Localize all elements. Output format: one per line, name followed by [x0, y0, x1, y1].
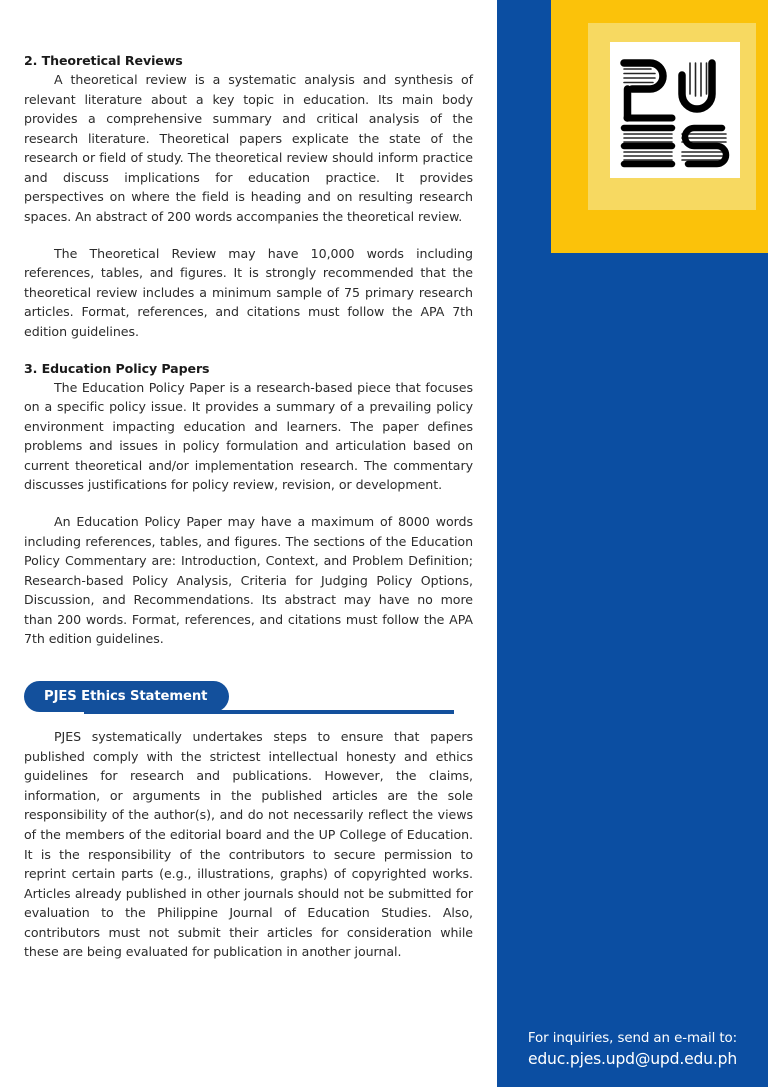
paragraph-theoretical-review-description: A theoretical review is a systematic analysis and synthesis of relevant literature about a key topic in education. Its main body provides a comprehensive summary and critical analysis of the research literature. Theoretical papers explicate the state of the research or field of study. The theoretical review should inform practice and discuss implications for education practice. It provides perspectives on where the field is heading and on resulting research spaces. An abstract of 200 words accompanies the theoretical review. — [24, 72, 473, 225]
sidebar-panel — [497, 0, 768, 1087]
footer-inquiry-label: For inquiries, send an e-mail to: — [527, 1030, 738, 1046]
section-heading-theoretical-reviews: 2. Theoretical Reviews — [24, 53, 183, 68]
logo-white-square — [610, 42, 740, 178]
footer-email-address[interactable]: educ.pjes.upd@upd.edu.ph — [527, 1050, 738, 1069]
pjes-monogram-icon — [610, 42, 740, 178]
logo-outer-yellow-square — [551, 0, 768, 253]
sidebar-footer — [497, 1029, 768, 1071]
paragraph-policy-paper-requirements: An Education Policy Paper may have a maximum of 8000 words including references, tables, and figures. The sections of the Education Policy Commentary are: Introduction, Context, and Problem Definition; Research-based Policy Analysis, Criteria for Judging Policy Options, Discussion, and Recommendations. Its abstract may have no more than 200 words. Format, references, and citations must follow the APA 7th edition guidelines. — [24, 513, 473, 647]
paragraph-theoretical-review-requirements: The Theoretical Review may have 10,000 words including references, tables, and figures. It is strongly recommended that the theoretical review includes a minimum sample of 75 primary research articles. Format, references, and citations must follow the APA 7th edition guidelines. — [24, 245, 473, 339]
ethics-statement-title: PJES Ethics Statement — [24, 681, 229, 712]
paragraph-policy-paper-description: The Education Policy Paper is a research-based piece that focuses on a specific policy issue. It provides a summary of a prevailing policy environment impacting education and learners. The paper defines problems and issues in policy formulation and articulation based on current theoretical and/or implementation research. The commentary discusses justifications for policy review, revision, or development. — [24, 379, 473, 493]
paragraph-ethics-statement: PJES systematically undertakes steps to ensure that papers published comply with the strictest intellectual honesty and ethics guidelines for research and publications. However, the claims, information, or arguments in the published articles are the sole responsibility of the author(s), and do not necessarily reflect the views of the members of the editorial board and the UP College of Education. It is the responsibility of the contributors to secure permission to reprint certain parts (e.g., illustrations, graphs) of copyrighted works. Articles already published in other journals should not be submitted for evaluation to the Philippine Journal of Education Studies. Also, contributors must not submit their articles for consideration while these are being evaluated for publication in another journal. — [24, 729, 473, 960]
logo-gold-strip — [551, 0, 572, 253]
logo-bottom-gold-band — [551, 232, 768, 253]
section-heading-education-policy-papers: 3. Education Policy Papers — [24, 360, 210, 376]
ethics-statement-banner — [24, 681, 473, 727]
